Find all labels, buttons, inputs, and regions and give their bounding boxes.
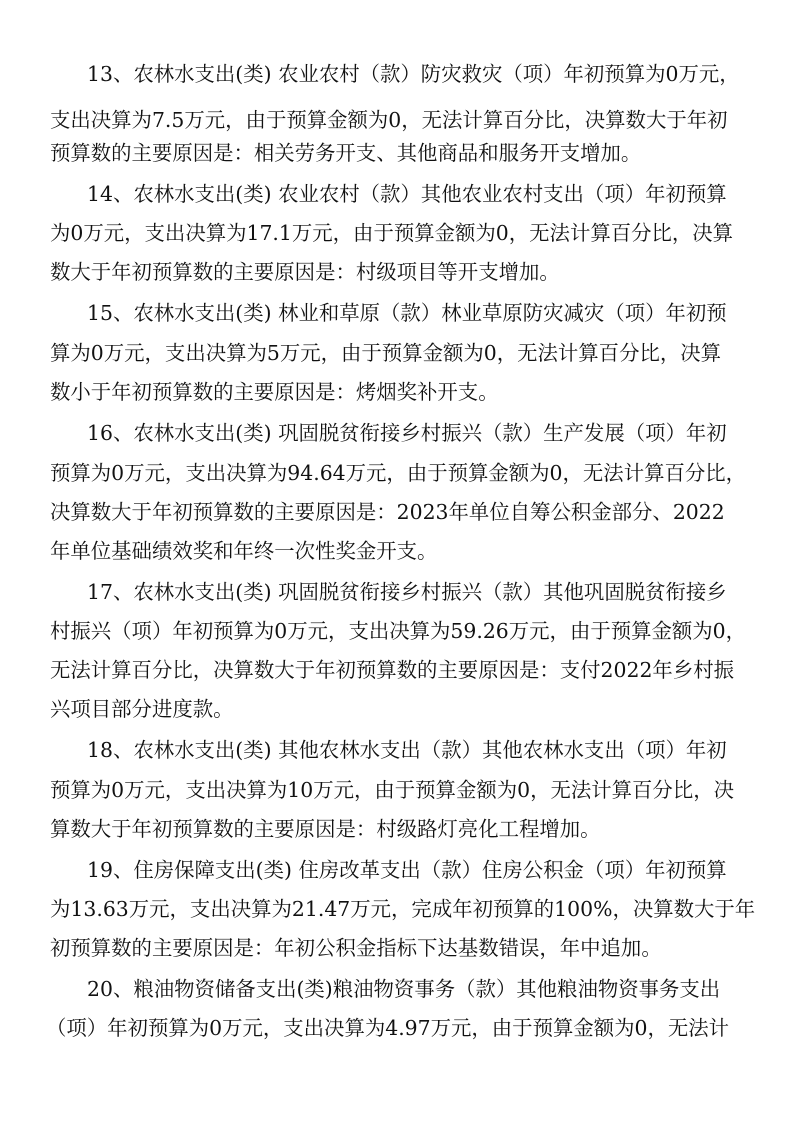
text-line: 年单位基础绩效奖和年终一次性奖金开支。 [50, 539, 438, 563]
text-line: 支出决算为7.5万元，由于预算金额为0，无法计算百分比，决算数大于年初 [50, 108, 728, 132]
text-line: 17、农林水支出(类) 巩固脱贫衔接乡村振兴（款）其他巩固脱贫衔接乡 [87, 580, 727, 604]
text-line: 18、农林水支出(类) 其他农林水支出（款）其他农林水支出（项）年初 [87, 738, 727, 762]
text-line: 19、住房保障支出(类) 住房改革支出（款）住房公积金（项）年初预算 [87, 858, 727, 882]
text-line: 算数大于年初预算数的主要原因是：村级路灯亮化工程增加。 [50, 817, 601, 841]
text-line: 无法计算百分比，决算数大于年初预算数的主要原因是：支付2022年乡村振 [50, 658, 734, 682]
text-line: 预算数的主要原因是：相关劳务开支、其他商品和服务开支增加。 [50, 141, 642, 165]
text-line: 为13.63万元，支出决算为21.47万元，完成年初预算的100%，决算数大于年 [50, 897, 756, 921]
text-line: 为0万元，支出决算为17.1万元，由于预算金额为0，无法计算百分比，决算 [50, 221, 734, 245]
text-line: （项）年初预算为0万元，支出决算为4.97万元，由于预算金额为0，无法计 [46, 1016, 730, 1040]
text-line: 15、农林水支出(类) 林业和草原（款）林业草原防灾减灾（项）年初预 [87, 301, 727, 325]
text-line: 兴项目部分进度款。 [50, 697, 234, 721]
text-line: 决算数大于年初预算数的主要原因是：2023年单位自筹公积金部分、2022 [50, 500, 725, 524]
text-line: 村振兴（项）年初预算为0万元，支出决算为59.26万元，由于预算金额为0， [50, 619, 747, 643]
text-line: 算为0万元，支出决算为5万元，由于预算金额为0，无法计算百分比，决算 [50, 341, 722, 365]
text-line: 数大于年初预算数的主要原因是：村级项目等开支增加。 [50, 260, 560, 284]
text-line: 16、农林水支出(类) 巩固脱贫衔接乡村振兴（款）生产发展（项）年初 [87, 421, 727, 445]
text-line: 13、农林水支出(类) 农业农村（款）防灾救灾（项）年初预算为0万元， [87, 62, 740, 86]
text-line: 数小于年初预算数的主要原因是：烤烟奖补开支。 [50, 380, 499, 404]
text-line: 预算为0万元，支出决算为94.64万元，由于预算金额为0，无法计算百分比， [50, 461, 747, 485]
text-line: 预算为0万元，支出决算为10万元，由于预算金额为0，无法计算百分比，决 [50, 778, 734, 802]
text-line: 14、农林水支出(类) 农业农村（款）其他农业农村支出（项）年初预算 [87, 182, 727, 206]
text-line: 20、粮油物资储备支出(类)粮油物资事务（款）其他粮油物资事务支出 [87, 977, 721, 1001]
text-line: 初预算数的主要原因是：年初公积金指标下达基数错误，年中追加。 [50, 936, 662, 960]
